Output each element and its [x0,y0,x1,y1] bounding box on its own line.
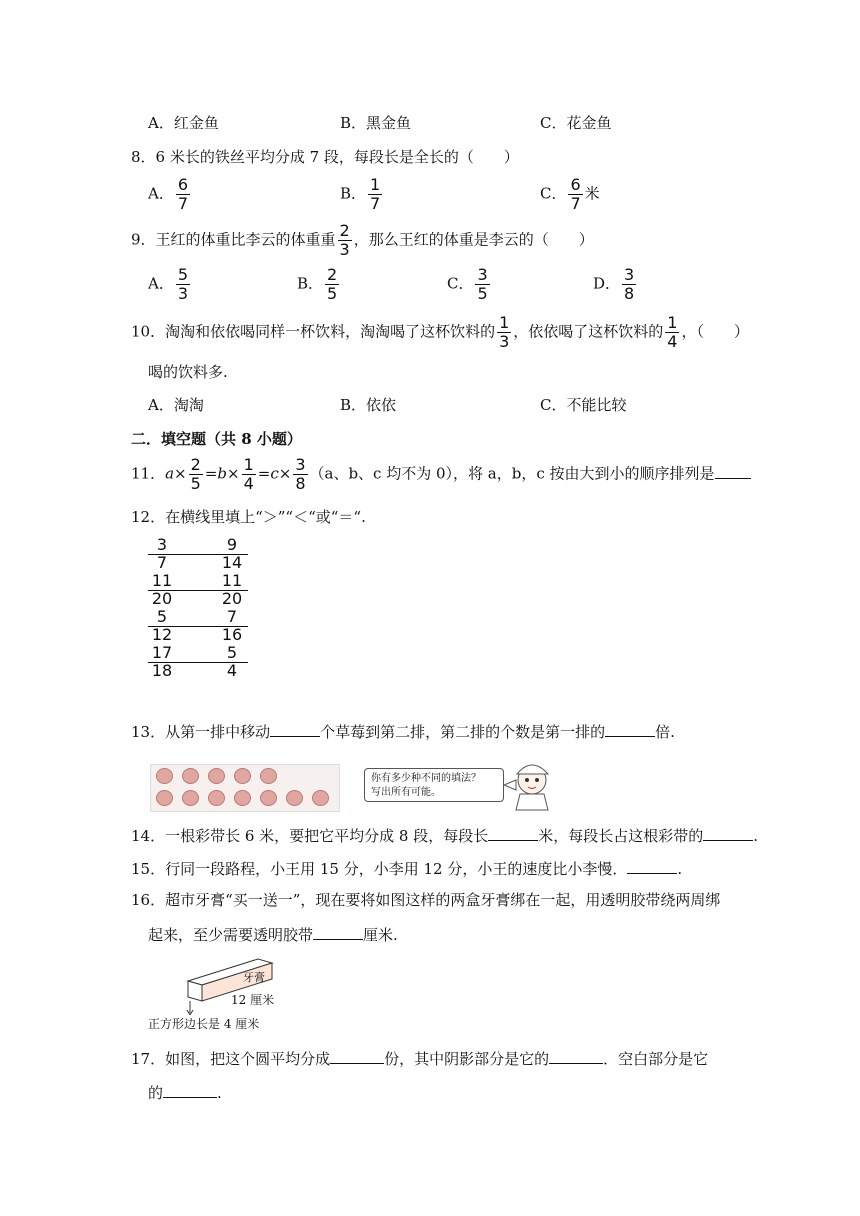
answer-blank[interactable] [703,826,753,841]
answer-blank[interactable] [313,925,363,940]
strawberry-icon [260,768,277,784]
comparison-row: 17 18 5 4 [148,644,258,680]
question-16-line2: 起来，至少需要透明胶带 厘米. [148,926,398,944]
q9-option-b: B． $\frac{2}{5}$ [297,265,338,303]
strawberry-icon [260,790,277,806]
strawberry-icon [234,790,251,806]
question-8-stem: 8．6 米长的铁丝平均分成 7 段，每段长是全长的（ ） [131,148,519,166]
option-a: A．红金鱼 [148,114,219,132]
strawberry-icon [312,790,329,806]
question-12-stem: 12．在横线里填上“＞”“＜“或“＝“. [131,508,366,526]
strawberry-icon [156,768,173,784]
answer-blank[interactable] [148,554,248,555]
q10-option-a: A．淘淘 [148,396,204,414]
section-heading: 二．填空题（共 8 小题） [131,430,302,448]
side-label: 正方形边长是 4 厘米 [148,1017,260,1031]
fraction: $\frac{6}{7}$ [570,175,581,213]
comparison-row: 3 7 9 14 [148,536,258,572]
comparison-row: 5 12 7 16 [148,608,258,644]
toothpaste-box-figure [148,955,298,1033]
question-15-stem: 15．行同一段路程，小王用 15 分，小李用 12 分，小王的速度比小李慢． . [131,860,683,878]
question-10-stem: 10．淘淘和依依喝同样一杯饮料，淘淘喝了这杯饮料的 $\frac{1}{3}$ ，依依喝了这杯饮料的 $\frac{1}{4}$ ，（ ） [131,313,749,351]
length-label: 12 厘米 [231,993,275,1007]
strawberry-row-1 [156,768,286,788]
strawberry-row-2 [156,790,338,810]
box-label: 牙膏 [243,971,265,984]
question-14-stem: 14．一根彩带长 6 米，要把它平均分成 8 段，每段长 米，每段长占这根彩带的 . [131,827,759,845]
question-16-line1: 16．超市牙膏“买一送一”，现在要将如图这样的两盒牙膏绑在一起，用透明胶带绕两周绑 [131,891,721,909]
fraction: $\frac{2}{3}$ [339,221,350,259]
fraction: $\frac{1}{7}$ [370,175,381,213]
strawberry-icon [182,790,199,806]
q10-option-b: B．依依 [340,396,397,414]
strawberry-icon [208,768,225,784]
comparison-row: 11 20 11 20 [148,572,258,608]
fraction: $\frac{6}{7}$ [177,175,189,213]
child-cartoon-icon [504,752,560,812]
answer-blank[interactable] [605,722,655,737]
answer-blank[interactable] [715,464,751,479]
speech-bubble: 你有多少种不同的填法？ 写出所有可能。 [364,768,504,802]
answer-blank[interactable] [148,590,248,591]
strawberry-icon [234,768,251,784]
comparison-list [148,536,258,680]
option-b: B．黑金鱼 [340,114,412,132]
box-shape-icon [148,955,298,1015]
question-13-stem: 13．从第一排中移动 个草莓到第二排，第二排的个数是第一排的 倍. [131,723,675,741]
question-10-line2: 喝的饮料多. [148,363,228,381]
answer-blank[interactable] [148,626,248,627]
q10-option-c: C．不能比较 [540,396,627,414]
q8-option-b: B． $\frac{1}{7}$ [340,175,381,213]
q8-option-c: C． $\frac{6}{7}$ 米 [540,175,600,213]
q8-option-a: A． $\frac{6}{7}$ [148,175,189,213]
answer-blank[interactable] [148,662,248,663]
answer-blank[interactable] [330,1049,384,1064]
strawberry-icon [208,790,225,806]
answer-blank[interactable] [488,826,538,841]
answer-blank[interactable] [163,1083,217,1098]
question-9-stem: 9．王红的体重比李云的体重重 $\frac{2}{3}$ ，那么王红的体重是李云的（ ） [131,221,594,259]
q9-option-d: D． $\frac{3}{8}$ [593,265,635,303]
question-17-line2: 的 . [148,1084,222,1102]
question-11-stem: 11．a× $\frac{2}{5}$ =b× $\frac{1}{4}$ =c× $\frac{3}{8}$ （a、b、c 均不为 0），将 a，b，c 按由大到小的顺序排列是 [131,456,751,493]
q9-option-a: A． $\frac{5}{3}$ [148,265,189,303]
answer-blank[interactable] [627,859,677,874]
answer-blank[interactable] [270,722,320,737]
strawberry-icon [156,790,173,806]
answer-blank[interactable] [549,1049,603,1064]
strawberry-icon [286,790,303,806]
strawberry-icon [182,768,199,784]
q9-option-c: C． $\frac{3}{5}$ [447,265,488,303]
strawberry-figure [150,752,560,812]
question-17-line1: 17．如图，把这个圆平均分成 份，其中阴影部分是它的 ．空白部分是它 [131,1050,709,1068]
option-c: C．花金鱼 [540,114,612,132]
